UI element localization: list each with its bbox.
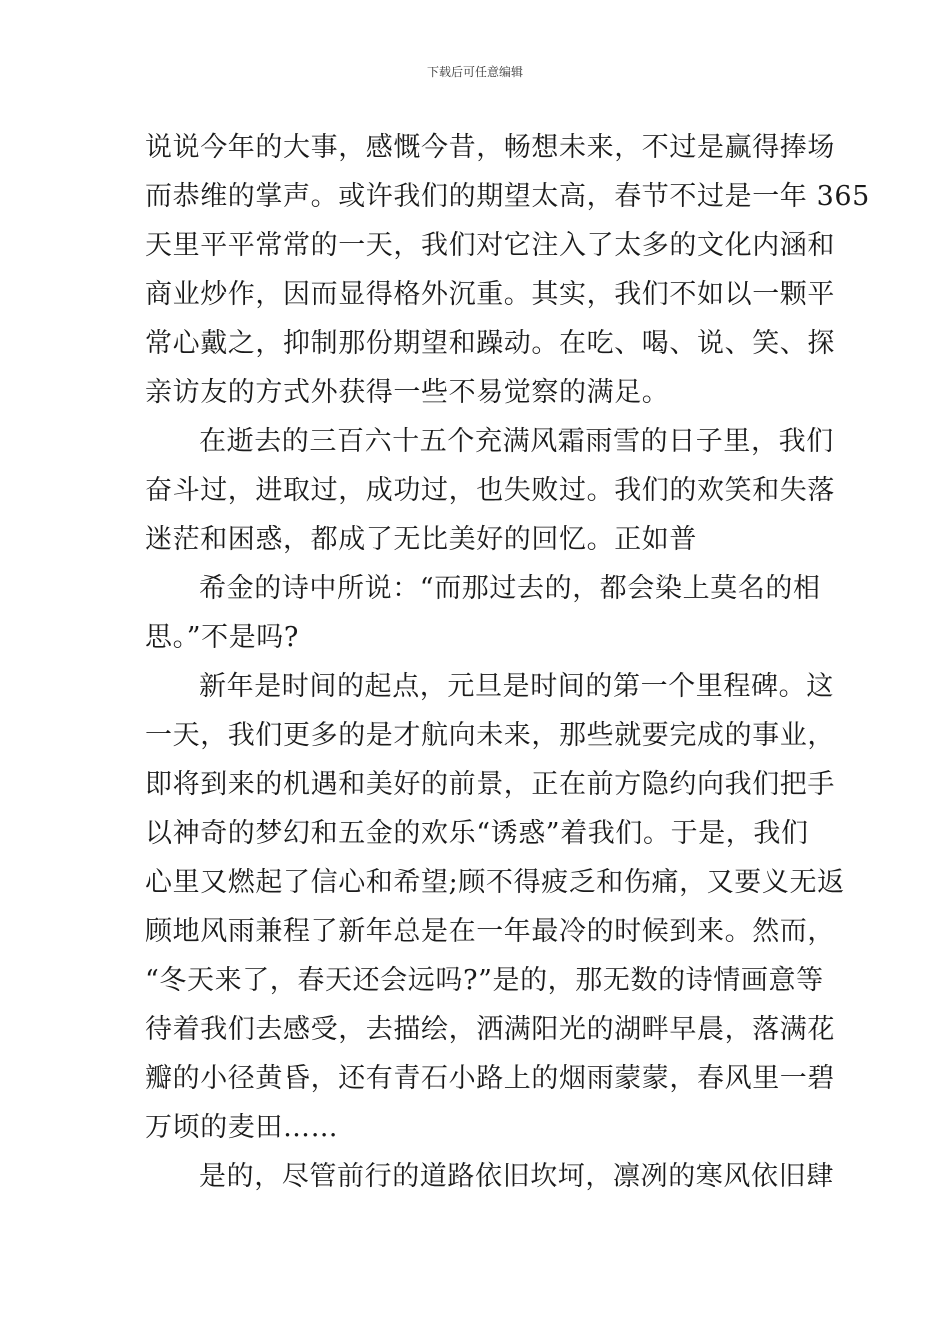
text-line: 是的，尽管前行的道路依旧坎坷，凛冽的寒风依旧肆: [199, 1161, 834, 1192]
text-line: “冬天来了，春天还会远吗?”是的，那无数的诗情画意等: [145, 965, 824, 996]
text-line: 瓣的小径黄昏，还有青石小路上的烟雨蒙蒙，春风里一碧: [145, 1063, 835, 1094]
text-line: 商业炒作，因而显得格外沉重。其实，我们不如以一颗平: [145, 279, 835, 310]
text-line: 思。”不是吗?: [145, 622, 299, 653]
text-line: 即将到来的机遇和美好的前景，正在前方隐约向我们把手: [145, 769, 835, 800]
document-body: [145, 123, 870, 1201]
text-line: 一天，我们更多的是才航向未来，那些就要完成的事业，: [145, 720, 835, 751]
text-line: 亲访友的方式外获得一些不易觉察的满足。: [145, 377, 670, 408]
text-line: 天里平平常常的一天，我们对它注入了太多的文化内涵和: [145, 230, 835, 261]
text-line: 希金的诗中所说：“而那过去的，都会染上莫名的相: [199, 573, 821, 604]
text-line: 顾地风雨兼程了新年总是在一年最冷的时候到来。然而，: [145, 916, 835, 947]
text-line: 待着我们去感受，去描绘，洒满阳光的湖畔早晨，落满花: [145, 1014, 835, 1045]
text-line: 而恭维的掌声。或许我们的期望太高，春节不过是一年 365: [145, 181, 870, 212]
text-line: 奋斗过，进取过，成功过，也失败过。我们的欢笑和失落: [145, 475, 835, 506]
text-line: 心里又燃起了信心和希望;顾不得疲乏和伤痛，又要义无返: [145, 867, 845, 898]
text-line: 以神奇的梦幻和五金的欢乐“诱惑”着我们。于是，我们: [145, 818, 809, 849]
text-line: 迷茫和困惑，都成了无比美好的回忆。正如普: [145, 524, 697, 555]
text-line: 万顷的麦田……: [145, 1112, 339, 1143]
text-line: 在逝去的三百六十五个充满风霜雨雪的日子里，我们: [199, 426, 834, 457]
text-line: 说说今年的大事，感慨今昔，畅想未来，不过是赢得捧场: [145, 132, 835, 163]
page-header: 下载后可任意编辑: [426, 65, 523, 79]
text-line: 新年是时间的起点，元旦是时间的第一个里程碑。这: [199, 671, 834, 702]
text-line: 常心戴之，抑制那份期望和躁动。在吃、喝、说、笑、探: [145, 328, 835, 359]
